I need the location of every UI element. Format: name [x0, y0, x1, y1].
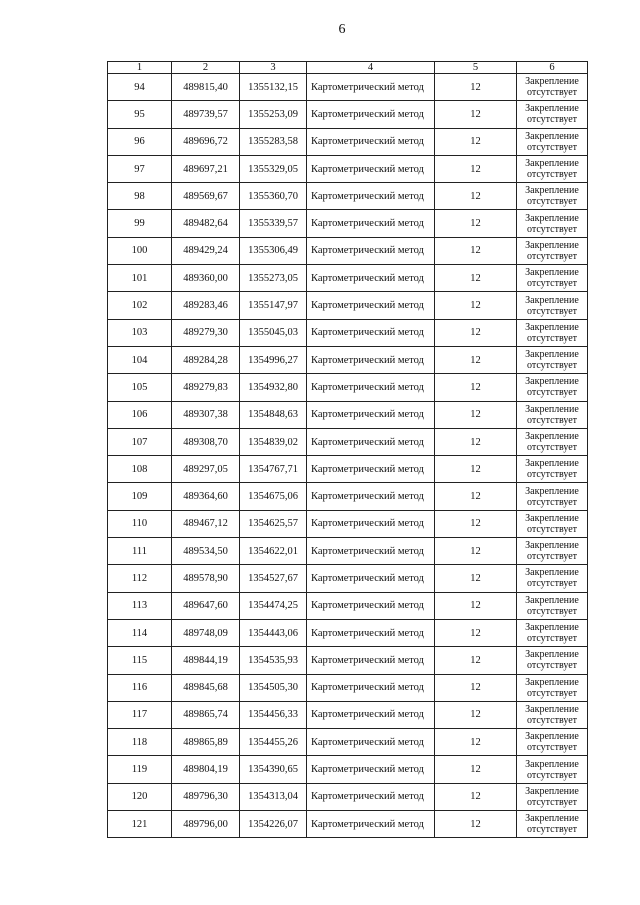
- point-number-cell: 111: [108, 538, 172, 565]
- table-row: [108, 811, 588, 838]
- fixing-cell: Закрепление отсутствует: [517, 783, 588, 810]
- y-coordinate-cell: 1355147,97: [240, 292, 307, 319]
- method-cell: Картометрический метод: [307, 74, 435, 101]
- table-row: [108, 619, 588, 646]
- fixing-cell: Закрепление отсутствует: [517, 374, 588, 401]
- fixing-cell: Закрепление отсутствует: [517, 401, 588, 428]
- table-row: [108, 428, 588, 455]
- table-row: [108, 510, 588, 537]
- method-cell: Картометрический метод: [307, 319, 435, 346]
- y-coordinate-cell: 1354456,33: [240, 701, 307, 728]
- point-number-cell: 105: [108, 374, 172, 401]
- table-header-row: [108, 62, 588, 74]
- accuracy-cell: 12: [435, 428, 517, 455]
- y-coordinate-cell: 1354848,63: [240, 401, 307, 428]
- x-coordinate-cell: 489844,19: [172, 647, 240, 674]
- point-number-cell: 98: [108, 183, 172, 210]
- accuracy-cell: 12: [435, 319, 517, 346]
- y-coordinate-cell: 1354226,07: [240, 811, 307, 838]
- method-cell: Картометрический метод: [307, 592, 435, 619]
- method-cell: Картометрический метод: [307, 783, 435, 810]
- point-number-cell: 96: [108, 128, 172, 155]
- table-row: [108, 729, 588, 756]
- x-coordinate-cell: 489804,19: [172, 756, 240, 783]
- column-header-5: 5: [435, 62, 517, 74]
- table-row: [108, 538, 588, 565]
- accuracy-cell: 12: [435, 538, 517, 565]
- y-coordinate-cell: 1354443,06: [240, 619, 307, 646]
- x-coordinate-cell: 489279,30: [172, 319, 240, 346]
- method-cell: Картометрический метод: [307, 647, 435, 674]
- x-coordinate-cell: 489796,00: [172, 811, 240, 838]
- y-coordinate-cell: 1355045,03: [240, 319, 307, 346]
- x-coordinate-cell: 489534,50: [172, 538, 240, 565]
- coordinates-table: [107, 61, 588, 838]
- table-row: [108, 292, 588, 319]
- page-number: 6: [338, 22, 346, 37]
- point-number-cell: 104: [108, 346, 172, 373]
- x-coordinate-cell: 489865,89: [172, 729, 240, 756]
- fixing-cell: Закрепление отсутствует: [517, 210, 588, 237]
- fixing-cell: Закрепление отсутствует: [517, 592, 588, 619]
- y-coordinate-cell: 1354839,02: [240, 428, 307, 455]
- y-coordinate-cell: 1354455,26: [240, 729, 307, 756]
- accuracy-cell: 12: [435, 483, 517, 510]
- table-row: [108, 565, 588, 592]
- method-cell: Картометрический метод: [307, 483, 435, 510]
- fixing-cell: Закрепление отсутствует: [517, 729, 588, 756]
- accuracy-cell: 12: [435, 811, 517, 838]
- table-row: [108, 374, 588, 401]
- y-coordinate-cell: 1355132,15: [240, 74, 307, 101]
- method-cell: Картометрический метод: [307, 428, 435, 455]
- method-cell: Картометрический метод: [307, 756, 435, 783]
- table-body: [108, 74, 588, 838]
- method-cell: Картометрический метод: [307, 210, 435, 237]
- x-coordinate-cell: 489308,70: [172, 428, 240, 455]
- accuracy-cell: 12: [435, 374, 517, 401]
- method-cell: Картометрический метод: [307, 292, 435, 319]
- method-cell: Картометрический метод: [307, 701, 435, 728]
- method-cell: Картометрический метод: [307, 729, 435, 756]
- x-coordinate-cell: 489647,60: [172, 592, 240, 619]
- column-header-2: 2: [172, 62, 240, 74]
- table-row: [108, 265, 588, 292]
- accuracy-cell: 12: [435, 674, 517, 701]
- y-coordinate-cell: 1354527,67: [240, 565, 307, 592]
- point-number-cell: 100: [108, 237, 172, 264]
- x-coordinate-cell: 489748,09: [172, 619, 240, 646]
- method-cell: Картометрический метод: [307, 374, 435, 401]
- table-row: [108, 319, 588, 346]
- y-coordinate-cell: 1355360,70: [240, 183, 307, 210]
- fixing-cell: Закрепление отсутствует: [517, 237, 588, 264]
- x-coordinate-cell: 489283,46: [172, 292, 240, 319]
- column-header-4: 4: [307, 62, 435, 74]
- method-cell: Картометрический метод: [307, 538, 435, 565]
- x-coordinate-cell: 489569,67: [172, 183, 240, 210]
- accuracy-cell: 12: [435, 101, 517, 128]
- fixing-cell: Закрепление отсутствует: [517, 811, 588, 838]
- method-cell: Картометрический метод: [307, 183, 435, 210]
- fixing-cell: Закрепление отсутствует: [517, 565, 588, 592]
- fixing-cell: Закрепление отсутствует: [517, 346, 588, 373]
- method-cell: Картометрический метод: [307, 101, 435, 128]
- accuracy-cell: 12: [435, 265, 517, 292]
- table-row: [108, 592, 588, 619]
- y-coordinate-cell: 1355306,49: [240, 237, 307, 264]
- method-cell: Картометрический метод: [307, 565, 435, 592]
- x-coordinate-cell: 489815,40: [172, 74, 240, 101]
- table-row: [108, 237, 588, 264]
- accuracy-cell: 12: [435, 292, 517, 319]
- x-coordinate-cell: 489429,24: [172, 237, 240, 264]
- point-number-cell: 106: [108, 401, 172, 428]
- method-cell: Картометрический метод: [307, 811, 435, 838]
- fixing-cell: Закрепление отсутствует: [517, 74, 588, 101]
- x-coordinate-cell: 489697,21: [172, 155, 240, 182]
- point-number-cell: 118: [108, 729, 172, 756]
- point-number-cell: 110: [108, 510, 172, 537]
- fixing-cell: Закрепление отсутствует: [517, 292, 588, 319]
- point-number-cell: 116: [108, 674, 172, 701]
- accuracy-cell: 12: [435, 155, 517, 182]
- accuracy-cell: 12: [435, 346, 517, 373]
- column-header-1: 1: [108, 62, 172, 74]
- point-number-cell: 103: [108, 319, 172, 346]
- y-coordinate-cell: 1355283,58: [240, 128, 307, 155]
- method-cell: Картометрический метод: [307, 237, 435, 264]
- y-coordinate-cell: 1355329,05: [240, 155, 307, 182]
- table-row: [108, 101, 588, 128]
- fixing-cell: Закрепление отсутствует: [517, 756, 588, 783]
- point-number-cell: 107: [108, 428, 172, 455]
- fixing-cell: Закрепление отсутствует: [517, 647, 588, 674]
- accuracy-cell: 12: [435, 565, 517, 592]
- x-coordinate-cell: 489307,38: [172, 401, 240, 428]
- fixing-cell: Закрепление отсутствует: [517, 538, 588, 565]
- y-coordinate-cell: 1354625,57: [240, 510, 307, 537]
- point-number-cell: 101: [108, 265, 172, 292]
- x-coordinate-cell: 489284,28: [172, 346, 240, 373]
- x-coordinate-cell: 489865,74: [172, 701, 240, 728]
- column-header-3: 3: [240, 62, 307, 74]
- point-number-cell: 121: [108, 811, 172, 838]
- x-coordinate-cell: 489578,90: [172, 565, 240, 592]
- table-header: [108, 62, 588, 74]
- point-number-cell: 95: [108, 101, 172, 128]
- point-number-cell: 108: [108, 456, 172, 483]
- accuracy-cell: 12: [435, 701, 517, 728]
- point-number-cell: 117: [108, 701, 172, 728]
- table-row: [108, 647, 588, 674]
- x-coordinate-cell: 489796,30: [172, 783, 240, 810]
- fixing-cell: Закрепление отсутствует: [517, 510, 588, 537]
- x-coordinate-cell: 489482,64: [172, 210, 240, 237]
- fixing-cell: Закрепление отсутствует: [517, 701, 588, 728]
- fixing-cell: Закрепление отсутствует: [517, 265, 588, 292]
- fixing-cell: Закрепление отсутствует: [517, 428, 588, 455]
- y-coordinate-cell: 1354535,93: [240, 647, 307, 674]
- fixing-cell: Закрепление отсутствует: [517, 674, 588, 701]
- y-coordinate-cell: 1355339,57: [240, 210, 307, 237]
- y-coordinate-cell: 1354932,80: [240, 374, 307, 401]
- x-coordinate-cell: 489467,12: [172, 510, 240, 537]
- table-row: [108, 674, 588, 701]
- accuracy-cell: 12: [435, 128, 517, 155]
- fixing-cell: Закрепление отсутствует: [517, 483, 588, 510]
- column-header-6: 6: [517, 62, 588, 74]
- accuracy-cell: 12: [435, 647, 517, 674]
- table-row: [108, 456, 588, 483]
- point-number-cell: 119: [108, 756, 172, 783]
- table-row: [108, 210, 588, 237]
- method-cell: Картометрический метод: [307, 510, 435, 537]
- method-cell: Картометрический метод: [307, 155, 435, 182]
- y-coordinate-cell: 1354505,30: [240, 674, 307, 701]
- point-number-cell: 120: [108, 783, 172, 810]
- accuracy-cell: 12: [435, 619, 517, 646]
- point-number-cell: 115: [108, 647, 172, 674]
- accuracy-cell: 12: [435, 237, 517, 264]
- table-row: [108, 128, 588, 155]
- point-number-cell: 99: [108, 210, 172, 237]
- accuracy-cell: 12: [435, 756, 517, 783]
- method-cell: Картометрический метод: [307, 401, 435, 428]
- y-coordinate-cell: 1355253,09: [240, 101, 307, 128]
- x-coordinate-cell: 489696,72: [172, 128, 240, 155]
- point-number-cell: 109: [108, 483, 172, 510]
- method-cell: Картометрический метод: [307, 456, 435, 483]
- x-coordinate-cell: 489297,05: [172, 456, 240, 483]
- accuracy-cell: 12: [435, 592, 517, 619]
- method-cell: Картометрический метод: [307, 346, 435, 373]
- x-coordinate-cell: 489279,83: [172, 374, 240, 401]
- fixing-cell: Закрепление отсутствует: [517, 319, 588, 346]
- point-number-cell: 114: [108, 619, 172, 646]
- fixing-cell: Закрепление отсутствует: [517, 183, 588, 210]
- point-number-cell: 113: [108, 592, 172, 619]
- y-coordinate-cell: 1355273,05: [240, 265, 307, 292]
- y-coordinate-cell: 1354996,27: [240, 346, 307, 373]
- y-coordinate-cell: 1354474,25: [240, 592, 307, 619]
- x-coordinate-cell: 489364,60: [172, 483, 240, 510]
- y-coordinate-cell: 1354675,06: [240, 483, 307, 510]
- point-number-cell: 102: [108, 292, 172, 319]
- point-number-cell: 94: [108, 74, 172, 101]
- table-row: [108, 183, 588, 210]
- table-row: [108, 74, 588, 101]
- fixing-cell: Закрепление отсутствует: [517, 619, 588, 646]
- table-row: [108, 701, 588, 728]
- accuracy-cell: 12: [435, 183, 517, 210]
- method-cell: Картометрический метод: [307, 128, 435, 155]
- y-coordinate-cell: 1354390,65: [240, 756, 307, 783]
- table-row: [108, 483, 588, 510]
- y-coordinate-cell: 1354313,04: [240, 783, 307, 810]
- method-cell: Картометрический метод: [307, 619, 435, 646]
- fixing-cell: Закрепление отсутствует: [517, 155, 588, 182]
- accuracy-cell: 12: [435, 210, 517, 237]
- accuracy-cell: 12: [435, 510, 517, 537]
- method-cell: Картометрический метод: [307, 674, 435, 701]
- table-row: [108, 401, 588, 428]
- point-number-cell: 112: [108, 565, 172, 592]
- fixing-cell: Закрепление отсутствует: [517, 128, 588, 155]
- method-cell: Картометрический метод: [307, 265, 435, 292]
- accuracy-cell: 12: [435, 456, 517, 483]
- table-row: [108, 346, 588, 373]
- fixing-cell: Закрепление отсутствует: [517, 101, 588, 128]
- accuracy-cell: 12: [435, 401, 517, 428]
- point-number-cell: 97: [108, 155, 172, 182]
- x-coordinate-cell: 489845,68: [172, 674, 240, 701]
- accuracy-cell: 12: [435, 74, 517, 101]
- table-row: [108, 155, 588, 182]
- x-coordinate-cell: 489360,00: [172, 265, 240, 292]
- y-coordinate-cell: 1354767,71: [240, 456, 307, 483]
- fixing-cell: Закрепление отсутствует: [517, 456, 588, 483]
- table-row: [108, 783, 588, 810]
- accuracy-cell: 12: [435, 729, 517, 756]
- table-row: [108, 756, 588, 783]
- accuracy-cell: 12: [435, 783, 517, 810]
- y-coordinate-cell: 1354622,01: [240, 538, 307, 565]
- x-coordinate-cell: 489739,57: [172, 101, 240, 128]
